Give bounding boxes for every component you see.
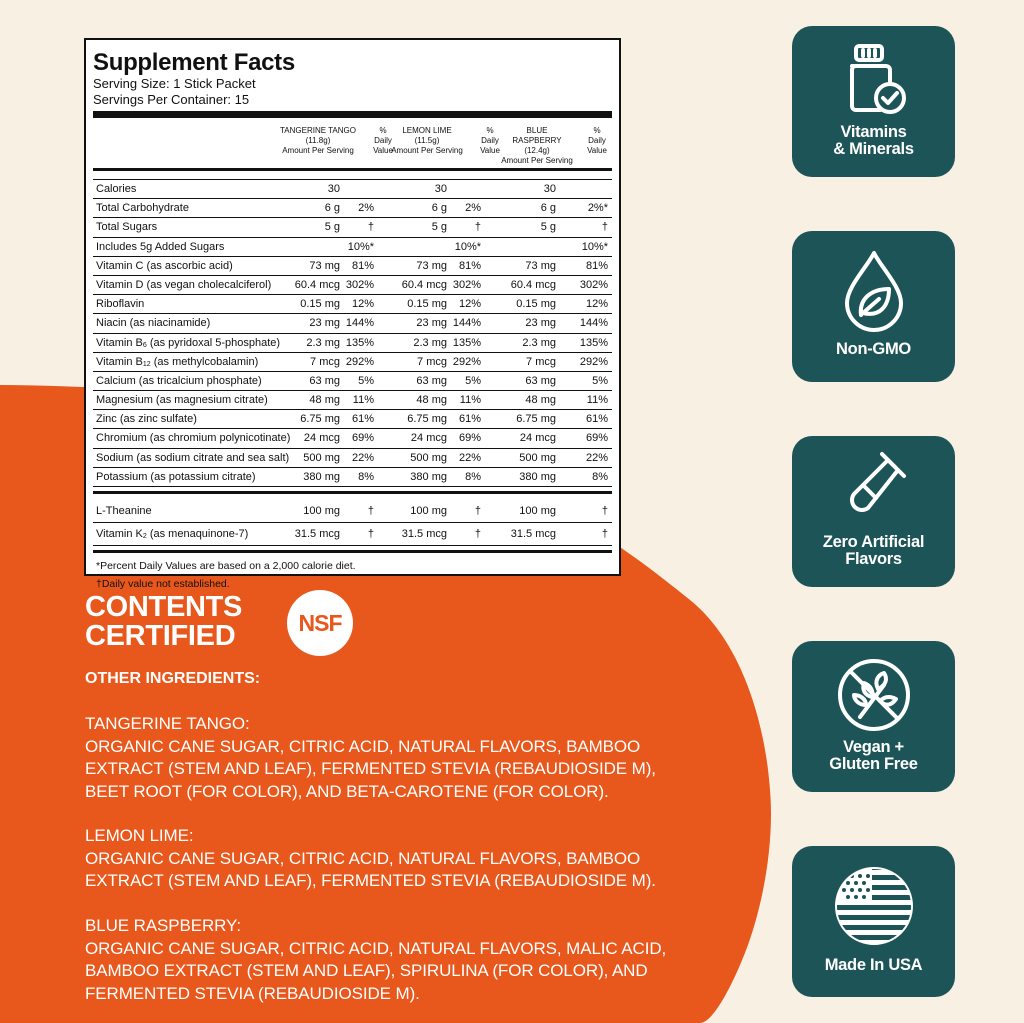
nutrient-name: Vitamin D (as vegan cholecalciferol)	[96, 278, 272, 291]
dv-flavor-1: 11%	[352, 394, 374, 407]
amount-flavor-1: 6 g	[324, 202, 340, 215]
badge-non-gmo	[792, 231, 955, 382]
dv-flavor-3: 292%	[579, 355, 608, 368]
dv-flavor-2: 10%*	[454, 240, 481, 253]
amount-flavor-1: 380 mg	[303, 470, 340, 483]
dv-flavor-1: †	[367, 505, 374, 517]
nutrient-name-main: Vitamin K	[96, 528, 143, 540]
flavor-3-amount-label: Amount Per Serving	[501, 156, 573, 165]
dv-daily: Daily	[374, 136, 392, 145]
dv-value: Value	[480, 146, 500, 155]
nutrient-row	[93, 199, 612, 218]
nutrient-name-main: Vitamin B	[96, 336, 143, 349]
nutrient-name: Total Sugars	[96, 221, 158, 234]
nutrient-name: Potassium (as potassium citrate)	[96, 470, 256, 483]
dv-flavor-1: 8%	[358, 470, 374, 483]
nutrient-name: Chromium (as chromium polynicotinate)	[96, 432, 291, 445]
dv-flavor-1: 81%	[351, 259, 374, 272]
nutrient-name	[96, 353, 258, 373]
badge-label	[792, 124, 955, 157]
badge-label-line-1: Made In USA	[824, 955, 923, 974]
dv-flavor-1: 61%	[351, 413, 374, 426]
dv-flavor-2: 22%	[458, 451, 481, 464]
serving-size: Serving Size: 1 Stick Packet	[93, 76, 256, 91]
nutrient-name: Calcium (as tricalcium phosphate)	[96, 374, 262, 387]
amount-flavor-2: 23 mg	[416, 317, 447, 330]
badge-zero-artificial-flavors	[792, 436, 955, 587]
nutrient-row	[93, 314, 612, 333]
nutrient-name-detail: (as menaquinone-7)	[146, 528, 249, 540]
dv-flavor-3: 22%	[585, 451, 608, 464]
facts-title: Supplement Facts	[93, 49, 295, 76]
nutrient-name-detail: (as pyridoxal 5-phosphate)	[146, 336, 281, 349]
dv-flavor-2: †	[474, 221, 481, 234]
nutrient-row	[93, 276, 612, 295]
badge-label	[792, 534, 955, 567]
ingredients-line: BEET ROOT (FOR COLOR), AND BETA-CAROTENE (FOR COLOR).	[85, 781, 609, 801]
contents-line-2: CERTIFIED	[85, 620, 236, 652]
amount-flavor-2: 500 mg	[410, 451, 447, 464]
amount-flavor-3: 48 mg	[525, 394, 556, 407]
amount-flavor-2: 63 mg	[416, 374, 447, 387]
badge-label-line-1: Non-GMO	[836, 339, 911, 358]
amount-flavor-2: 31.5 mcg	[401, 528, 447, 540]
badge-label-line-2: Gluten Free	[829, 754, 918, 773]
amount-flavor-2: 6 g	[431, 202, 447, 215]
badge-label	[792, 957, 955, 974]
contents-certified-heading	[85, 593, 242, 651]
dv-flavor-2: 5%	[465, 374, 481, 387]
amount-flavor-1: 5 g	[324, 221, 340, 234]
nsf-logo	[287, 590, 353, 656]
dv-flavor-3: 69%	[585, 432, 608, 445]
dv-flavor-1: 22%	[351, 451, 374, 464]
nutrient-name-subscript: 6	[142, 341, 147, 349]
dv-flavor-1: 144%	[345, 317, 374, 330]
nutrient-name: Zinc (as zinc sulfate)	[96, 413, 197, 426]
amount-flavor-3: 6.75 mg	[516, 413, 556, 426]
nutrient-name: Riboflavin	[96, 298, 145, 311]
nutrient-row	[93, 180, 612, 199]
test-tube-icon	[792, 444, 955, 524]
ingredients-line: EXTRACT (STEM AND LEAF), FERMENTED STEVIA (REBAUDIOSIDE M).	[85, 871, 656, 890]
dv-flavor-2: †	[474, 505, 481, 517]
amount-flavor-3: 60.4 mcg	[510, 278, 556, 291]
dv-flavor-2: 12%	[458, 298, 481, 311]
vitamin-bottle-check-icon	[792, 40, 955, 120]
dv-flavor-2: 302%	[452, 278, 481, 291]
nutrient-row	[93, 429, 612, 448]
badge-label-line-1: Vitamins	[840, 123, 907, 141]
nutrient-name: Vitamin C (as ascorbic acid)	[96, 259, 233, 272]
nutrient-row	[93, 295, 612, 314]
nutrient-name: Includes 5g Added Sugars	[96, 240, 225, 253]
dv-flavor-1: †	[367, 528, 374, 540]
nutrient-name-subscript: 12	[142, 360, 151, 368]
dv-flavor-3: 81%	[585, 259, 608, 272]
dv-flavor-2: †	[474, 528, 481, 540]
dv-flavor-3: 302%	[579, 278, 608, 291]
dv-flavor-2: 61%	[458, 413, 481, 426]
nutrient-row	[93, 257, 612, 276]
footnote-dagger: †Daily value not established.	[96, 578, 230, 590]
amount-flavor-2: 60.4 mcg	[401, 278, 447, 291]
divider-medium-3	[93, 550, 612, 553]
dv-flavor-1: 292%	[345, 355, 374, 368]
servings-per-container: Servings Per Container: 15	[93, 92, 250, 107]
header-dv-3	[583, 126, 611, 156]
dv-flavor-3: 11%	[586, 394, 608, 407]
amount-flavor-3: 6 g	[540, 202, 556, 215]
amount-flavor-1: 2.3 mg	[306, 336, 340, 349]
nutrient-row	[93, 238, 612, 257]
nutrient-row	[93, 500, 612, 523]
nutrient-rows-secondary	[93, 500, 612, 546]
nutrient-row	[93, 391, 612, 410]
amount-flavor-3: 2.3 mg	[522, 336, 556, 349]
ingredients-line: ORGANIC CANE SUGAR, CITRIC ACID, NATURAL FLAVORS, BAMBOO	[85, 848, 641, 868]
flavor-2-weight: (11.5g)	[414, 136, 440, 145]
dv-flavor-3: 5%	[592, 374, 608, 387]
ingredients-blue-raspberry	[85, 915, 666, 1005]
footnote-dv: *Percent Daily Values are based on a 2,000 calorie diet.	[96, 560, 356, 572]
amount-flavor-1: 24 mcg	[303, 432, 340, 445]
badge-label-line-1: Vegan +	[843, 738, 904, 756]
amount-flavor-3: 30	[543, 183, 556, 195]
ingredients-heading: BLUE RASPBERRY:	[85, 916, 241, 935]
amount-flavor-2: 73 mg	[416, 259, 447, 272]
facts-footnotes	[93, 557, 612, 593]
dv-flavor-1: 5%	[358, 374, 374, 387]
amount-flavor-1: 31.5 mcg	[294, 528, 340, 540]
dv-flavor-2: 144%	[452, 317, 481, 330]
amount-flavor-1: 100 mg	[303, 505, 340, 517]
flavor-3-name: BLUE RASPBERRY	[512, 126, 562, 145]
dv-flavor-2: 135%	[452, 336, 481, 349]
header-flavor-3	[501, 126, 573, 166]
dv-flavor-3: †	[601, 528, 608, 540]
amount-flavor-1: 30	[327, 183, 340, 195]
nutrient-name: Niacin (as niacinamide)	[96, 317, 211, 330]
dv-flavor-3: 10%*	[581, 240, 608, 253]
no-wheat-icon	[792, 655, 955, 735]
nutrient-name-subscript: 2	[142, 533, 147, 540]
badge-label-line-2: & Minerals	[833, 139, 914, 158]
header-flavor-2	[391, 126, 463, 156]
amount-flavor-1: 500 mg	[303, 451, 340, 464]
dv-percent: %	[379, 126, 387, 135]
ingredients-heading: LEMON LIME:	[85, 826, 194, 845]
facts-column-header	[93, 118, 612, 168]
amount-flavor-3: 100 mg	[519, 505, 556, 517]
amount-flavor-3: 63 mg	[525, 374, 556, 387]
amount-flavor-2: 24 mcg	[410, 432, 447, 445]
dv-flavor-1: 10%*	[347, 240, 374, 253]
badge-vegan-gluten-free	[792, 641, 955, 792]
amount-flavor-1: 23 mg	[309, 317, 340, 330]
dv-flavor-1: 12%	[351, 298, 374, 311]
dv-flavor-1: †	[367, 221, 374, 234]
nutrient-row	[93, 218, 612, 237]
amount-flavor-1: 73 mg	[309, 259, 340, 272]
dv-flavor-3: 61%	[585, 413, 608, 426]
other-ingredients-label: OTHER INGREDIENTS:	[85, 670, 261, 687]
nutrient-name-main: Vitamin B	[96, 355, 143, 368]
nutrient-name: L-Theanine	[96, 505, 152, 517]
badge-label-line-2: Flavors	[845, 549, 902, 568]
nutrient-name: Magnesium (as magnesium citrate)	[96, 394, 268, 407]
ingredients-heading: TANGERINE TANGO:	[85, 714, 250, 733]
amount-flavor-3: 24 mcg	[519, 432, 556, 445]
amount-flavor-2: 0.15 mg	[407, 298, 447, 311]
amount-flavor-1: 63 mg	[309, 374, 340, 387]
nutrient-row	[93, 372, 612, 391]
amount-flavor-2: 7 mcg	[417, 355, 447, 368]
dv-percent: %	[593, 126, 601, 135]
nutrient-row	[93, 468, 612, 487]
amount-flavor-3: 73 mg	[525, 259, 556, 272]
amount-flavor-3: 5 g	[540, 221, 556, 234]
badge-made-in-usa	[792, 846, 955, 997]
dv-flavor-2: 11%	[459, 394, 481, 407]
ingredients-lemon-lime	[85, 825, 656, 893]
amount-flavor-1: 6.75 mg	[300, 413, 340, 426]
dv-value: Value	[587, 146, 607, 155]
dv-flavor-2: 2%	[465, 202, 481, 215]
amount-flavor-1: 0.15 mg	[300, 298, 340, 311]
usa-flag-icon	[792, 866, 955, 946]
amount-flavor-2: 48 mg	[416, 394, 447, 407]
amount-flavor-2: 380 mg	[410, 470, 447, 483]
ingredients-tangerine-tango	[85, 713, 656, 803]
amount-flavor-3: 23 mg	[525, 317, 556, 330]
amount-flavor-3: 500 mg	[519, 451, 556, 464]
flavor-1-amount-label: Amount Per Serving	[282, 146, 354, 155]
header-flavor-1	[268, 126, 368, 156]
dv-flavor-3: 12%	[585, 298, 608, 311]
dv-flavor-3: 135%	[579, 336, 608, 349]
flavor-3-weight: (12.4g)	[524, 146, 550, 155]
nutrient-name	[96, 334, 280, 354]
nutrient-row	[93, 334, 612, 353]
dv-flavor-2: 292%	[452, 355, 481, 368]
ingredients-line: BAMBOO EXTRACT (STEM AND LEAF), SPIRULINA (FOR COLOR), AND	[85, 961, 648, 980]
amount-flavor-3: 0.15 mg	[516, 298, 556, 311]
nutrient-name: Sodium (as sodium citrate and sea salt)	[96, 451, 290, 464]
nutrient-row	[93, 523, 612, 546]
nutrient-row	[93, 449, 612, 468]
amount-flavor-2: 30	[434, 183, 447, 195]
dv-daily: Daily	[588, 136, 606, 145]
dv-percent: %	[486, 126, 494, 135]
flavor-2-amount-label: Amount Per Serving	[391, 146, 463, 155]
ingredients-line: ORGANIC CANE SUGAR, CITRIC ACID, NATURAL FLAVORS, BAMBOO	[85, 736, 641, 756]
amount-flavor-2: 2.3 mg	[413, 336, 447, 349]
nutrient-name: Total Carbohydrate	[96, 202, 189, 215]
badge-vitamins-minerals	[792, 26, 955, 177]
amount-flavor-3: 7 mcg	[526, 355, 556, 368]
flavor-1-weight: (11.8g)	[305, 136, 331, 145]
amount-flavor-1: 60.4 mcg	[294, 278, 340, 291]
amount-flavor-2: 100 mg	[410, 505, 447, 517]
dv-flavor-3: 8%	[592, 470, 608, 483]
nutrient-name-detail: (as methylcobalamin)	[150, 355, 259, 368]
amount-flavor-3: 380 mg	[519, 470, 556, 483]
badge-label	[792, 341, 955, 358]
badge-label	[792, 739, 955, 772]
flavor-2-name: LEMON LIME	[402, 126, 452, 135]
nutrient-name	[96, 523, 248, 547]
dv-flavor-1: 302%	[345, 278, 374, 291]
header-dv-2	[476, 126, 504, 156]
dv-daily: Daily	[481, 136, 499, 145]
ingredients-line: FERMENTED STEVIA (REBAUDIOSIDE M).	[85, 983, 420, 1003]
dv-flavor-2: 81%	[458, 259, 481, 272]
supplement-facts-panel	[84, 38, 621, 590]
dv-flavor-3: †	[601, 505, 608, 517]
water-drop-leaf-icon	[792, 249, 955, 329]
nutrient-rows	[93, 180, 612, 487]
dv-flavor-2: 8%	[465, 470, 481, 483]
dv-flavor-1: 69%	[351, 432, 374, 445]
amount-flavor-1: 7 mcg	[310, 355, 340, 368]
dv-flavor-2: 69%	[458, 432, 481, 445]
nutrient-row	[93, 353, 612, 372]
dv-flavor-1: 135%	[345, 336, 374, 349]
amount-flavor-1: 48 mg	[309, 394, 340, 407]
contents-line-1: CONTENTS	[85, 591, 243, 623]
ingredients-line: EXTRACT (STEM AND LEAF), FERMENTED STEVIA (REBAUDIOSIDE M),	[85, 759, 656, 778]
amount-flavor-2: 6.75 mg	[407, 413, 447, 426]
divider-thick	[93, 111, 612, 118]
nutrient-row	[93, 410, 612, 429]
dv-flavor-3: 2%*	[587, 202, 608, 215]
nutrient-name: Calories	[96, 183, 137, 195]
dv-value: Value	[373, 146, 393, 155]
dv-flavor-3: †	[601, 221, 608, 234]
badge-label-line-1: Zero Artificial	[822, 533, 925, 551]
dv-flavor-1: 2%	[358, 202, 374, 215]
ingredients-line: ORGANIC CANE SUGAR, CITRIC ACID, NATURAL FLAVORS, MALIC ACID,	[85, 938, 667, 958]
amount-flavor-2: 5 g	[431, 221, 447, 234]
nsf-logo-text: NSF	[298, 609, 342, 636]
dv-flavor-3: 144%	[579, 317, 608, 330]
amount-flavor-3: 31.5 mcg	[510, 528, 556, 540]
flavor-1-name: TANGERINE TANGO	[279, 126, 356, 135]
